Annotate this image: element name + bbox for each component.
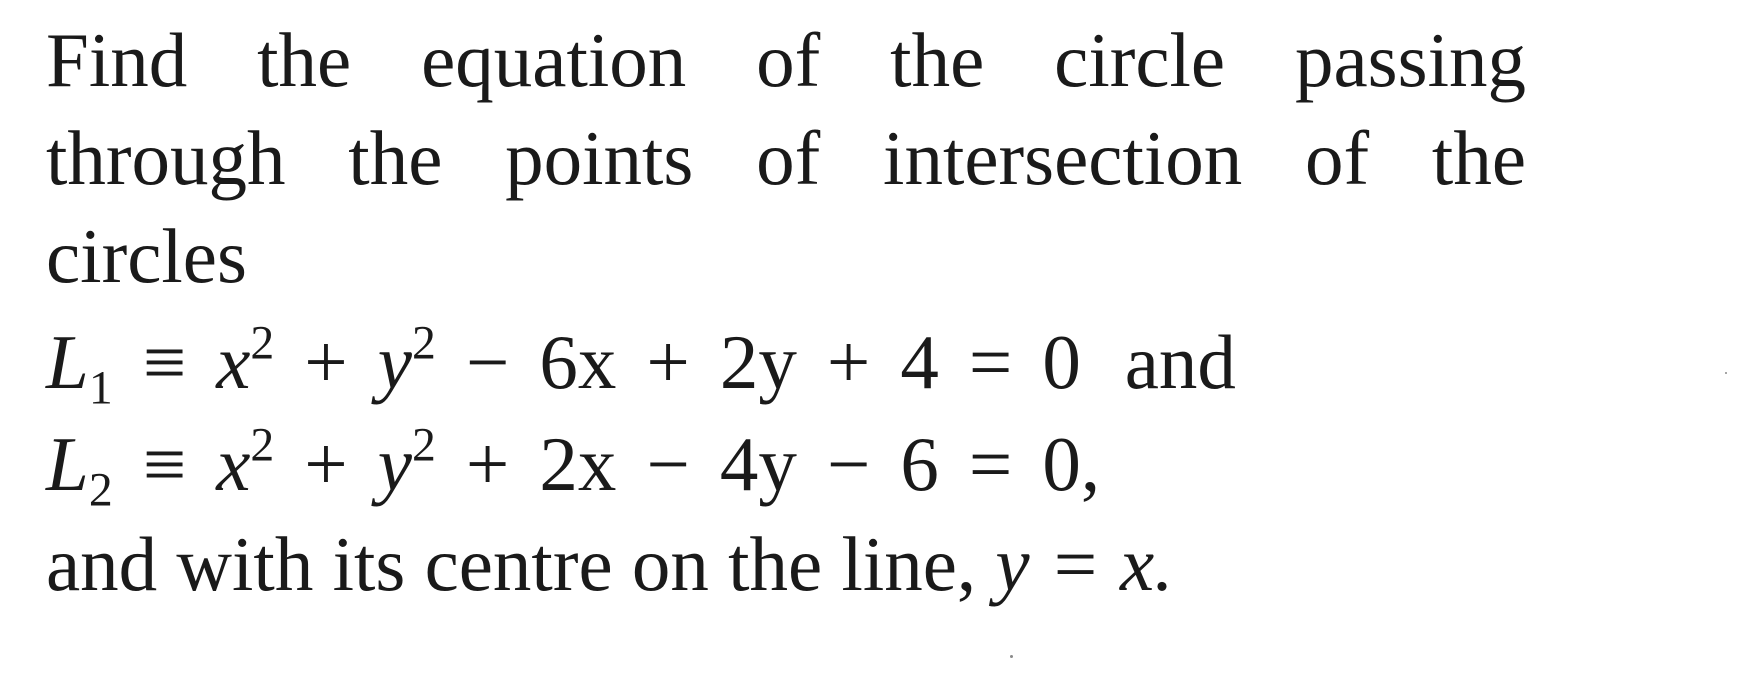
eq1-y-exponent: 2: [411, 316, 436, 370]
eq1-subscript: 1: [88, 361, 113, 415]
eq2-term-x: + 2x: [465, 421, 617, 507]
eq2-y: y: [377, 421, 412, 507]
equation-l2: [46, 418, 1101, 517]
eq2-y-exponent: 2: [411, 418, 436, 472]
eq1-equivalence: ≡: [142, 319, 187, 405]
eq1-equals: = 0: [968, 319, 1081, 405]
eq2-equivalence: ≡: [142, 421, 187, 507]
problem-line-3: circles: [46, 213, 247, 299]
eq2-x: x: [216, 421, 251, 507]
problem-line-2: through the points of intersection of the: [46, 115, 1526, 201]
eq1-x-exponent: 2: [250, 316, 275, 370]
eq2-subscript: 2: [88, 463, 113, 517]
eq1-term-x: − 6x: [465, 319, 617, 405]
eq1-x: x: [216, 319, 251, 405]
eq2-x-exponent: 2: [250, 418, 275, 472]
eq1-plus: +: [304, 319, 348, 405]
line6-math: y = x.: [995, 521, 1174, 607]
eq2-term-y: − 4y: [646, 421, 797, 507]
problem-line-1: Find the equation of the circle passing: [46, 17, 1526, 103]
eq1-y: y: [377, 319, 412, 405]
eq1-name: L: [46, 319, 89, 405]
line6-text: and with its centre on the line,: [46, 521, 977, 607]
eq2-plus: +: [304, 421, 348, 507]
eq1-term-y: + 2y: [646, 319, 797, 405]
eq1-constant: + 4: [826, 319, 939, 405]
eq2-constant: − 6: [826, 421, 939, 507]
eq1-conjunction: and: [1124, 319, 1236, 405]
eq2-name: L: [46, 421, 89, 507]
problem-line-6: [46, 521, 1174, 607]
scan-speck: [1010, 655, 1013, 658]
eq2-equals: = 0,: [968, 421, 1101, 507]
equation-l1: [46, 316, 1236, 415]
scan-speck: [1725, 372, 1727, 374]
